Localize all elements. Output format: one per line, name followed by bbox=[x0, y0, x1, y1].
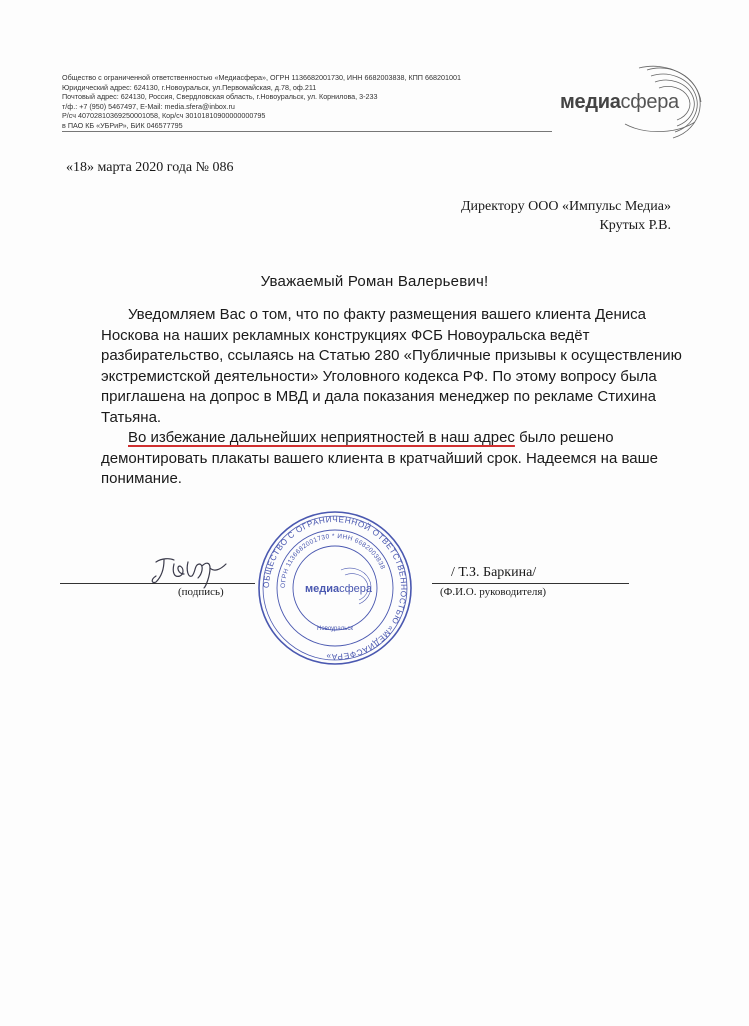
signature-line bbox=[60, 583, 255, 584]
name-line bbox=[432, 583, 629, 584]
svg-text:ОГРН 1136682001730 * ИНН 66820 bbox=[280, 533, 386, 588]
addressee-position: Директору ООО «Импульс Медиа» bbox=[460, 199, 671, 214]
requisites-line: Почтовый адрес: 624130, Россия, Свердловская область, г.Новоуральск, ул. Корнилова, 3-233 bbox=[62, 92, 378, 102]
logo-wordmark bbox=[560, 91, 679, 114]
body-paragraph-1: Уведомляем Вас о том, что по факту размещения вашего клиента Дениса Носкова на наших рекламных конструкциях ФСБ Новоуральска ведёт разбирательство, ссылаясь на Статью 280 «Публичные призывы к осуществлению экстремистской деятельности» Уголовного кодекса РФ. По этому вопросу была приглашена на допрос в МВД и дала показания менеджер по рекламе Стихина Татьяна. bbox=[101, 306, 682, 426]
underlined-phrase: Во избежание дальнейших неприятностей в наш адрес bbox=[128, 429, 515, 446]
name-caption: (Ф.И.О. руководителя) bbox=[440, 586, 547, 598]
svg-text:медиасфера bbox=[305, 583, 373, 595]
requisites-line: Р/сч 40702810369250001058, Кор/сч 30101810900000000795 bbox=[62, 111, 266, 121]
stamp-outer-text: ОБЩЕСТВО С ОГРАНИЧЕННОЙ ОТВЕТСТВЕННОСТЬЮ «МЕДИАСФЕРА» bbox=[261, 514, 409, 662]
stamp-center-part2: сфера bbox=[339, 583, 373, 595]
logo-word-part2: сфера bbox=[620, 91, 679, 113]
handwritten-signature bbox=[148, 552, 238, 590]
signature-caption: (подпись) bbox=[178, 586, 224, 598]
addressee-name: Крутых Р.В. bbox=[599, 218, 671, 233]
signer-name: / Т.З. Баркина/ bbox=[451, 565, 537, 580]
greeting: Уважаемый Роман Валерьевич! bbox=[260, 273, 489, 290]
requisites-line: Юридический адрес: 624130, г.Новоуральск, ул.Первомайская, д.78, оф.211 bbox=[62, 82, 317, 92]
header-divider bbox=[62, 131, 552, 132]
stamp-center-part1: медиа bbox=[305, 583, 340, 595]
logo-word-part1: медиа bbox=[560, 91, 621, 113]
letter-date-number: «18» марта 2020 года № 086 bbox=[66, 160, 234, 175]
company-stamp bbox=[255, 508, 415, 668]
body-paragraph-2-rest: было решено демонтировать плакаты вашего клиента в кратчайший срок. Надеемся на ваше понимание. bbox=[101, 429, 658, 487]
stamp-bottom-text: Новоуральск bbox=[317, 626, 353, 632]
requisites-line: в ПАО КБ «УБРиР», БИК 046577795 bbox=[62, 120, 183, 130]
addressee-block bbox=[461, 197, 671, 235]
company-requisites bbox=[62, 73, 562, 131]
letter-body bbox=[101, 305, 691, 490]
body-paragraph-2 bbox=[101, 428, 691, 490]
requisites-line: т/ф.: +7 (950) 5467497, E-Mail: media.sfera@inbox.ru bbox=[62, 101, 235, 111]
stamp-inner-text: ОГРН 1136682001730 * ИНН 6682003838 bbox=[279, 532, 387, 589]
requisites-line: Общество с ограниченной ответственностью «Медиасфера», ОГРН 1136682001730, ИНН 6682003838, КПП 668201001 bbox=[62, 73, 461, 82]
